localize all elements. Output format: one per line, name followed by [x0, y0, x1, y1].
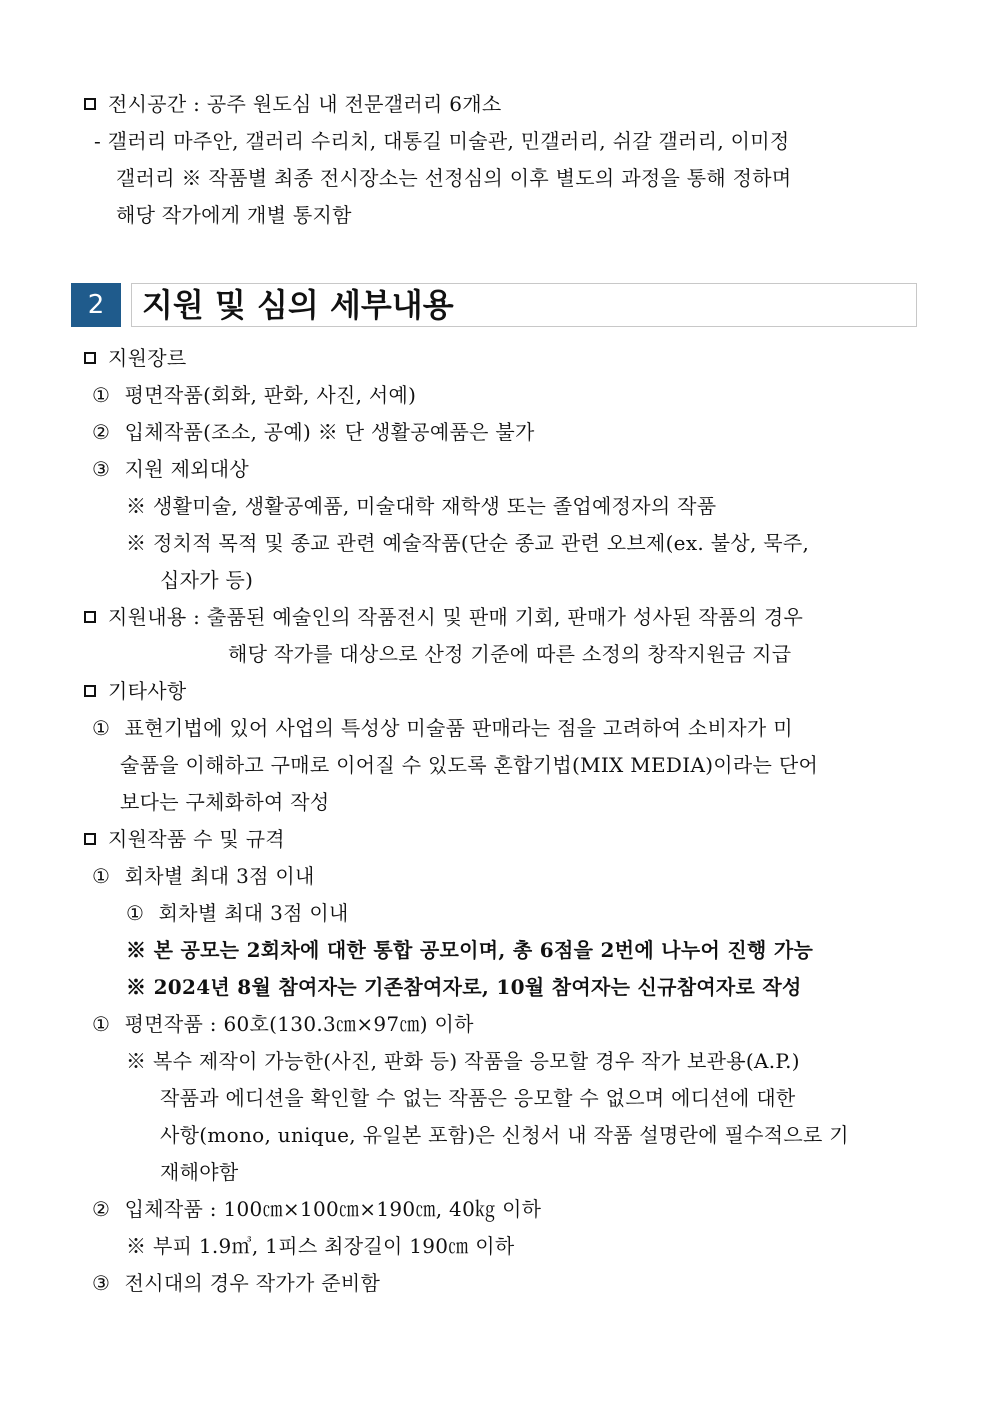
- circled-number: ①: [92, 716, 111, 740]
- exclusion-note: ※ 정치적 목적 및 종교 관련 예술작품(단순 종교 관련 오브제(ex. 불상, 묵주,: [126, 531, 810, 555]
- circled-number: ②: [92, 1197, 111, 1221]
- circled-number: ②: [92, 420, 111, 444]
- flat-note: 작품과 에디션을 확인할 수 없는 작품은 응모할 수 없으며 에디션에 대한: [160, 1086, 796, 1110]
- works-item: [92, 1270, 380, 1296]
- support-text-continued: 해당 작가를 대상으로 산정 기준에 따른 소정의 창작지원금 지급: [228, 642, 792, 666]
- flat-note: 재해야함: [160, 1160, 239, 1184]
- gallery-list-line: 갤러리 ※ 작품별 최종 전시장소는 선정심의 이후 별도의 과정을 통해 정하며: [116, 166, 792, 190]
- etc-item-text: 표현기법에 있어 사업의 특성상 미술품 판매라는 점을 고려하여 소비자가 미: [124, 716, 793, 740]
- works-item: [92, 863, 315, 889]
- support-text: 지원내용 : 출품된 예술인의 작품전시 및 판매 기회, 판매가 성사된 작품의 경우: [108, 605, 804, 629]
- exclusion-note: 십자가 등): [160, 568, 254, 592]
- checkbox-square-icon: [84, 98, 96, 110]
- exclusion-note: ※ 생활미술, 생활공예품, 미술대학 재학생 또는 졸업예정자의 작품: [126, 494, 717, 518]
- checkbox-square-icon: [84, 611, 96, 623]
- genre-item-text: 지원 제외대상: [124, 457, 250, 481]
- checkbox-square-icon: [84, 352, 96, 364]
- section-title-box: [131, 283, 917, 327]
- checkbox-square-icon: [84, 685, 96, 697]
- etc-item-text: 보다는 구체화하여 작성: [120, 790, 330, 814]
- solid-note: ※ 부피 1.9㎥, 1피스 최장길이 190㎝ 이하: [126, 1234, 515, 1258]
- works-item-text: 전시대의 경우 작가가 준비함: [124, 1271, 381, 1295]
- bold-note: ※ 2024년 8월 참여자는 기존참여자로, 10월 참여자는 신규참여자로 작성: [126, 975, 802, 999]
- works-item-text: 평면작품 : 60호(130.3㎝×97㎝) 이하: [124, 1012, 474, 1036]
- checkbox-square-icon: [84, 833, 96, 845]
- section-number: 2: [71, 283, 121, 327]
- works-item-text: 회차별 최대 3점 이내: [124, 864, 315, 888]
- genre-item: [92, 419, 535, 445]
- works-item-text: 입체작품 : 100㎝×100㎝×190㎝, 40㎏ 이하: [124, 1197, 542, 1221]
- works-item: [92, 1011, 474, 1037]
- works-item: [92, 1196, 541, 1222]
- etc-item-text: 술품을 이해하고 구매로 이어질 수 있도록 혼합기법(MIX MEDIA)이라는 단어: [120, 753, 819, 777]
- support-heading: [84, 604, 803, 630]
- flat-note: ※ 복수 제작이 가능한(사진, 판화 등) 작품을 응모할 경우 작가 보관용(A.P.): [126, 1049, 800, 1073]
- circled-number: ①: [126, 901, 145, 925]
- circled-number: ①: [92, 864, 111, 888]
- works-heading: [84, 826, 285, 852]
- circled-number: ③: [92, 1271, 111, 1295]
- gallery-list-line: - 갤러리 마주안, 갤러리 수리치, 대통길 미술관, 민갤러리, 쉬갈 갤러리, 이미정: [94, 129, 790, 153]
- etc-heading: [84, 678, 186, 704]
- works-subitem-text: 회차별 최대 3점 이내: [158, 901, 349, 925]
- circled-number: ③: [92, 457, 111, 481]
- exhibition-space-heading: [84, 91, 502, 117]
- genre-item: [92, 456, 249, 482]
- flat-note: 사항(mono, unique, 유일본 포함)은 신청서 내 작품 설명란에 필수적으로 기: [160, 1123, 849, 1147]
- etc-item: [92, 715, 793, 741]
- circled-number: ①: [92, 383, 111, 407]
- genre-heading: [84, 345, 186, 371]
- works-subitem: [126, 900, 349, 926]
- gallery-list-line: 해당 작가에게 개별 통지함: [116, 203, 352, 227]
- section-title: 지원 및 심의 세부내용: [142, 286, 454, 324]
- genre-item-text: 평면작품(회화, 판화, 사진, 서예): [124, 383, 417, 407]
- genre-item-text: 입체작품(조소, 공예) ※ 단 생활공예품은 불가: [124, 420, 535, 444]
- bold-note: ※ 본 공모는 2회차에 대한 통합 공모이며, 총 6점을 2번에 나누어 진행 가능: [126, 938, 814, 962]
- genre-heading-text: 지원장르: [108, 346, 187, 370]
- circled-number: ①: [92, 1012, 111, 1036]
- etc-heading-text: 기타사항: [108, 679, 187, 703]
- exhibition-space-text: 전시공간 : 공주 원도심 내 전문갤러리 6개소: [108, 92, 502, 116]
- genre-item: [92, 382, 416, 408]
- works-heading-text: 지원작품 수 및 규격: [108, 827, 285, 851]
